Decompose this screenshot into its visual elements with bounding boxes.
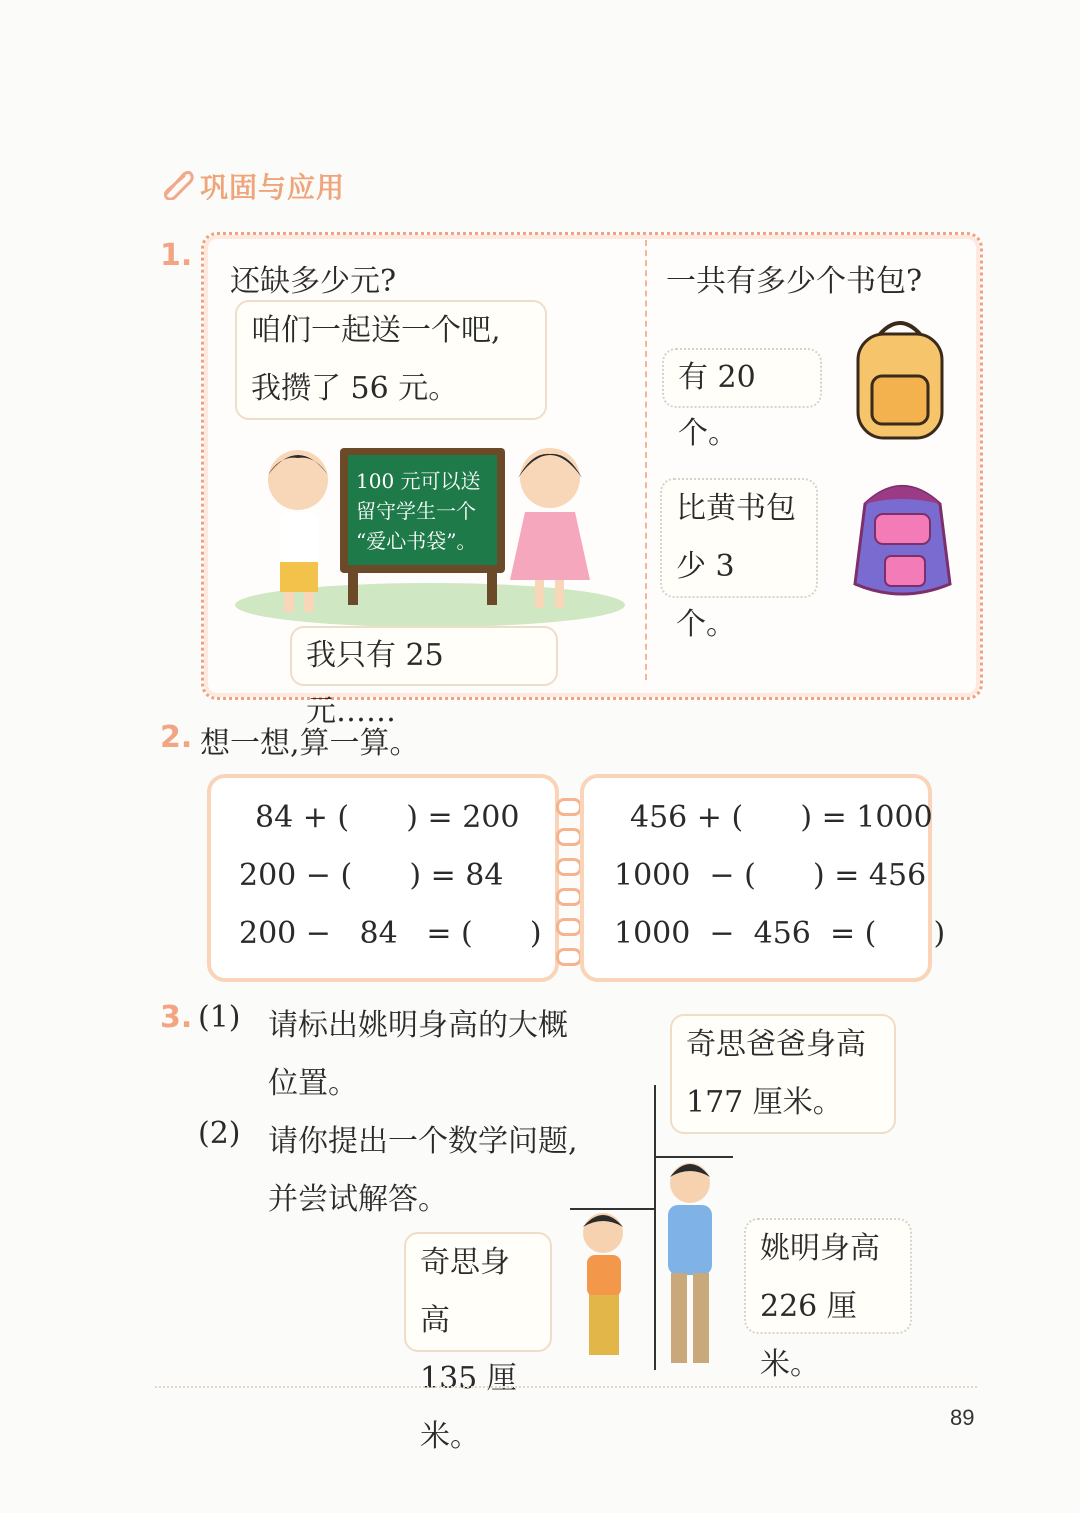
question-3-number: 3. [160, 1000, 193, 1035]
question-1-divider [645, 240, 647, 680]
part-2-line-2: 并尝试解答。 [268, 1182, 448, 1217]
part-1-line-1: 请标出姚明身高的大概 [268, 1008, 568, 1043]
height-ruler-illustration [565, 1085, 745, 1379]
right-question: 一共有多少个书包? [666, 264, 923, 299]
left-equation-1: 84 + ( ) = 200 [255, 800, 520, 835]
footer-divider [155, 1386, 977, 1388]
kid-bubble-line-1: 奇思身高 [420, 1245, 510, 1338]
dad-bubble-line-2: 177 厘米。 [686, 1085, 843, 1120]
pink-bubble-line-1: 比黄书包 [676, 491, 796, 526]
yellow-backpack-icon [850, 316, 950, 444]
dad-bubble-line-1: 奇思爸爸身高 [686, 1027, 866, 1062]
yao-bubble-line-2: 226 厘米。 [760, 1289, 857, 1382]
kid-bubble-line-2: 135 厘米。 [420, 1361, 517, 1454]
paperclip-icon [160, 168, 196, 204]
chalkboard-line-1: 100 元可以送 [356, 469, 481, 493]
binder-ring [556, 918, 582, 936]
boy-speech-line-1: 咱们一起送一个吧, [251, 313, 501, 348]
binder-ring [556, 798, 582, 816]
question-2-prompt: 想一想,算一算。 [200, 726, 420, 761]
pink-bubble-line-2: 少 3 个。 [676, 549, 736, 642]
binder-ring [556, 948, 582, 966]
dad-figure [668, 1163, 712, 1363]
question-1-number: 1. [160, 238, 193, 273]
question-2-number: 2. [160, 720, 193, 755]
part-1-label: (1) [198, 1000, 241, 1035]
binder-ring [556, 858, 582, 876]
pink-backpack-bubble [660, 478, 818, 642]
binder-ring [556, 828, 582, 846]
part-1-line-2: 位置。 [268, 1066, 358, 1101]
girl-speech-bubble: 我只有 25 元…… [290, 626, 558, 686]
yao-bubble-line-1: 姚明身高 [760, 1231, 880, 1266]
part-2-line-1: 请你提出一个数学问题, [268, 1124, 578, 1159]
right-equation-1: 456 + ( ) = 1000 [630, 800, 933, 835]
left-equation-2: 200 − ( ) = 84 [239, 858, 504, 893]
kid-figure [583, 1213, 623, 1355]
page-number: 89 [950, 1405, 975, 1430]
right-equation-2: 1000 − ( ) = 456 [614, 858, 927, 893]
chalkboard-line-3: “爱心书袋”。 [356, 529, 477, 553]
part-2-label: (2) [198, 1116, 241, 1151]
kid-height-bubble [404, 1232, 552, 1454]
yao-ming-height-bubble [744, 1218, 912, 1382]
yellow-backpack-bubble: 有 20 个。 [662, 348, 822, 408]
boy-speech-line-2: 我攒了 56 元。 [251, 371, 459, 406]
chalkboard-line-2: 留守学生一个 [356, 499, 476, 523]
binder-ring [556, 888, 582, 906]
right-equation-3: 1000 − 456 = ( ) [614, 916, 946, 951]
right-calc-card [580, 774, 946, 982]
girl-figure [510, 448, 590, 608]
left-equation-3: 200 − 84 = ( ) [239, 916, 542, 951]
section-title: 巩固与应用 [200, 171, 346, 204]
boy-speech-bubble [235, 300, 547, 420]
pink-backpack-icon [845, 474, 960, 603]
left-calc-card [207, 774, 559, 982]
chalkboard-text [356, 466, 481, 556]
left-question: 还缺多少元? [230, 264, 397, 299]
